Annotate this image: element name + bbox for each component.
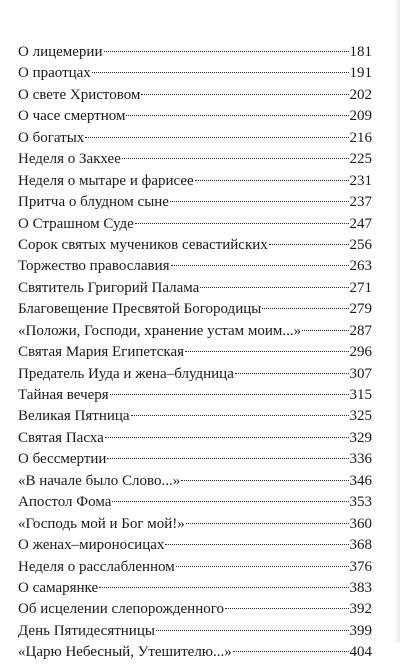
dot-leader <box>135 222 349 224</box>
toc-entry <box>18 192 372 213</box>
dot-leader <box>186 522 349 524</box>
dot-leader <box>262 307 348 309</box>
toc-entry <box>18 299 372 320</box>
toc-entry <box>18 428 372 449</box>
toc-entry-title: Торжество православия <box>18 258 170 275</box>
toc-entry-page-number: 353 <box>349 494 372 511</box>
toc-entry-title: Неделя о мытаре и фарисее <box>18 172 194 189</box>
dot-leader <box>181 479 348 481</box>
toc-entry-page-number: 376 <box>349 558 372 575</box>
toc-entry <box>18 449 372 470</box>
toc-entry-page-number: 325 <box>349 408 372 425</box>
toc-entry-page-number: 237 <box>349 194 372 211</box>
dot-leader <box>92 71 349 73</box>
toc-entry <box>18 557 372 578</box>
toc-entry-page-number: 256 <box>349 236 372 253</box>
toc-entry-title: О лицемерии <box>18 44 103 60</box>
toc-entry-title: «Царю Небесный, Утешителю...» <box>18 644 232 661</box>
toc-entry-page-number: 216 <box>349 129 372 146</box>
toc-entry <box>18 535 372 556</box>
toc-entry-title: День Пятидесятницы <box>18 622 155 639</box>
dot-leader <box>110 393 349 395</box>
toc-entry-page-number: 346 <box>349 472 372 489</box>
toc-entry-title: «Положи, Господи, хранение устам моим...» <box>18 322 302 339</box>
toc-entry-page-number: 209 <box>349 108 372 125</box>
dot-leader <box>233 650 349 652</box>
toc-entry <box>18 364 372 385</box>
toc-entry-title: Святая Пасха <box>18 429 104 446</box>
toc-entry-title: О богатых <box>18 129 85 146</box>
dot-leader <box>99 586 348 588</box>
toc-entry-title: Неделя о расслабленном <box>18 558 175 575</box>
toc-entry <box>18 406 372 427</box>
toc-entry-title: Великая Пятница <box>18 408 130 425</box>
dot-leader <box>156 629 349 631</box>
toc-entry-title: Предатель Иуда и жена–блудница <box>18 365 234 382</box>
toc-entry-page-number: 271 <box>349 279 372 296</box>
toc-entry-page-number: 360 <box>349 515 372 532</box>
toc-entry-page-number: 225 <box>349 151 372 168</box>
toc-entry-title: «Господь мой и Бог мой!» <box>18 515 185 532</box>
dot-leader <box>225 607 348 609</box>
toc-entry-title: Неделя о Закхее <box>18 151 121 168</box>
toc-entry <box>18 599 372 620</box>
toc-entry-title: О самарянке <box>18 579 99 596</box>
toc-entry-page-number: 247 <box>349 215 372 232</box>
toc-entry-page-number: 329 <box>349 429 372 446</box>
dot-leader <box>195 179 349 181</box>
dot-leader <box>170 200 349 202</box>
toc-entry-page-number: 315 <box>349 387 372 403</box>
toc-entry <box>18 106 372 127</box>
dot-leader <box>126 114 348 116</box>
dot-leader <box>185 350 348 352</box>
dot-leader <box>122 157 349 159</box>
dot-leader <box>104 50 349 52</box>
toc-entry-title: «В начале было Слово...» <box>18 472 181 489</box>
toc-entry-page-number: 307 <box>349 365 372 382</box>
toc-entry-page-number: 191 <box>349 65 372 82</box>
dot-leader <box>112 500 348 502</box>
toc-entry <box>18 256 372 277</box>
toc-entry <box>18 85 372 106</box>
toc-entry <box>18 642 372 663</box>
toc-entry <box>18 149 372 170</box>
toc-entry-title: Притча о блудном сыне <box>18 194 169 211</box>
toc-entry <box>18 128 372 149</box>
dot-leader <box>85 136 348 138</box>
dot-leader <box>141 93 348 95</box>
toc-entry <box>18 278 372 299</box>
toc-entry-title: О женах–мироносицах <box>18 537 165 554</box>
toc-entry-page-number: 202 <box>349 86 372 103</box>
toc-entry-title: Святитель Григорий Палама <box>18 279 200 296</box>
toc-entry <box>18 171 372 192</box>
dot-leader <box>302 329 348 331</box>
dot-leader <box>171 264 349 266</box>
dot-leader <box>200 286 348 288</box>
dot-leader <box>235 372 349 374</box>
toc-entry <box>18 621 372 642</box>
toc-entry-page-number: 399 <box>349 622 372 639</box>
toc-entry <box>18 492 372 513</box>
table-of-contents <box>18 42 372 664</box>
dot-leader <box>107 457 348 459</box>
toc-entry-page-number: 231 <box>349 172 372 189</box>
toc-entry-page-number: 392 <box>349 601 372 618</box>
toc-entry-page-number: 287 <box>349 322 372 339</box>
dot-leader <box>176 565 349 567</box>
toc-entry <box>18 514 372 535</box>
toc-entry-title: Сорок святых мучеников севастийских <box>18 236 268 253</box>
toc-entry-title: О Страшном Суде <box>18 215 134 232</box>
toc-entry-page-number: 383 <box>349 579 372 596</box>
toc-entry-title: Об исцелении слепорожденного <box>18 601 225 618</box>
toc-entry-page-number: 404 <box>349 644 372 661</box>
dot-leader <box>269 243 349 245</box>
toc-entry-page-number: 181 <box>349 44 372 60</box>
toc-entry <box>18 214 372 235</box>
toc-entry-title: О свете Христовом <box>18 86 141 103</box>
toc-entry-title: Апостол Фома <box>18 494 112 511</box>
toc-entry <box>18 235 372 256</box>
toc-entry <box>18 321 372 342</box>
toc-entry-title: О бессмертии <box>18 451 107 468</box>
dot-leader <box>131 414 349 416</box>
toc-entry-page-number: 296 <box>349 344 372 361</box>
toc-entry-title: Святая Мария Египетская <box>18 344 185 361</box>
toc-entry-title: О праотцах <box>18 65 91 82</box>
toc-entry-page-number: 368 <box>349 537 372 554</box>
toc-entry <box>18 385 372 406</box>
toc-entry-page-number: 279 <box>349 301 372 318</box>
toc-entry-title: О часе смертном <box>18 108 126 125</box>
dot-leader <box>105 436 349 438</box>
toc-entry-title: Тайная вечеря <box>18 387 109 403</box>
toc-entry <box>18 63 372 84</box>
toc-entry <box>18 471 372 492</box>
toc-entry-title: Благовещение Пресвятой Богородицы <box>18 301 262 318</box>
toc-entry <box>18 342 372 363</box>
toc-entry-page-number: 263 <box>349 258 372 275</box>
toc-entry-page-number: 336 <box>349 451 372 468</box>
dot-leader <box>165 543 348 545</box>
toc-entry <box>18 578 372 599</box>
toc-entry <box>18 42 372 63</box>
page-edge-shadow <box>394 0 400 643</box>
